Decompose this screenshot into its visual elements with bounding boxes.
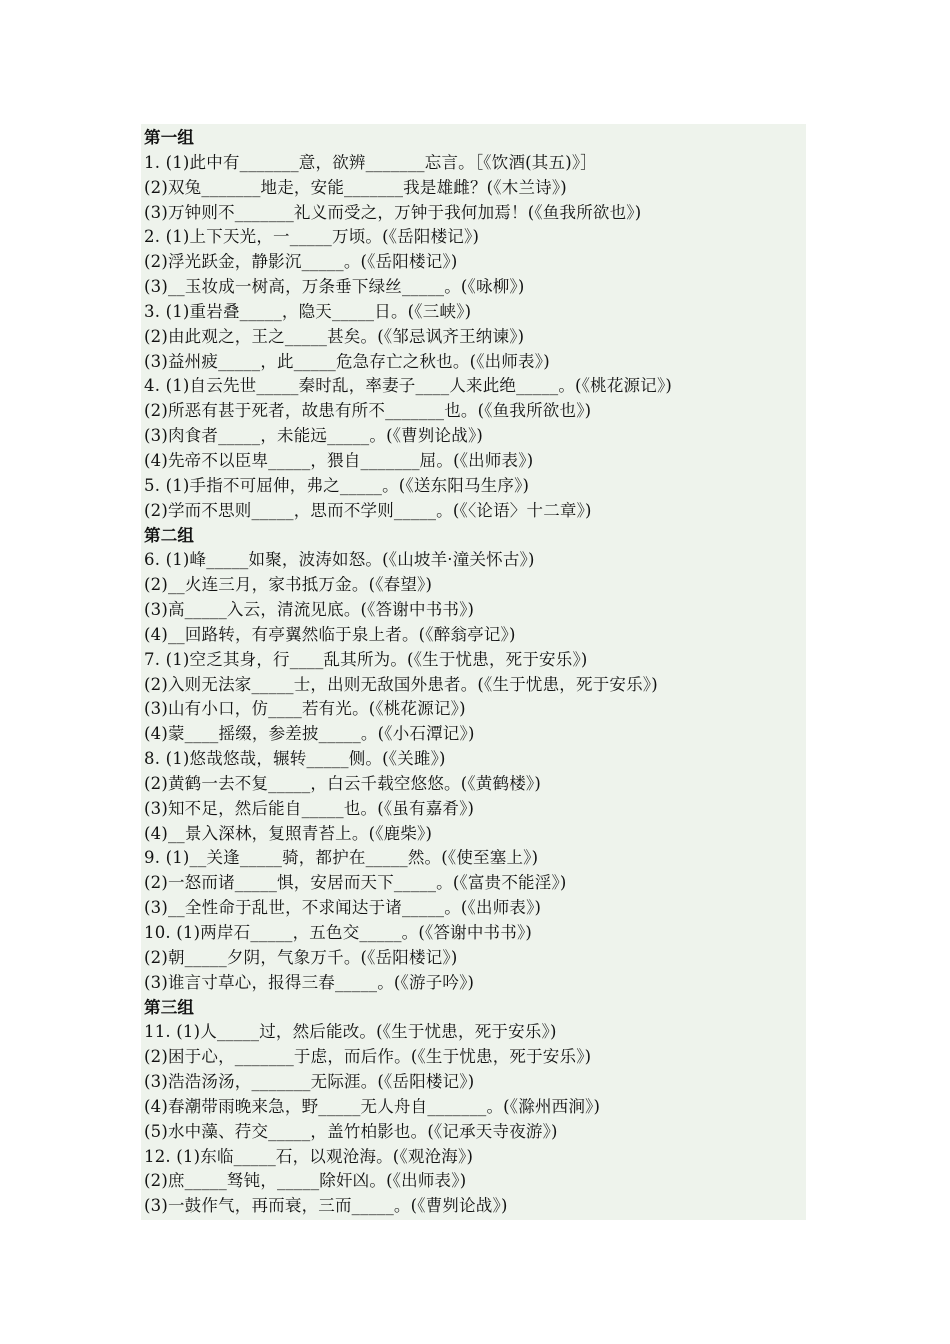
question-line: (4)春潮带雨晚来急，野_____无人舟自_______。(《滁州西涧》) — [144, 1096, 601, 1116]
question-line: (3)一鼓作气，再而衰，三而_____。(《曹刿论战》) — [144, 1196, 508, 1216]
question-line: (3)肉食者_____，未能远_____。(《曹刿论战》) — [144, 426, 484, 446]
question-line: (4)蒙____摇缀，参差披_____。(《小石潭记》) — [144, 724, 475, 744]
question-line: 12. (1)东临_____石，以观沧海。(《观沧海》) — [144, 1146, 474, 1166]
question-line: (4)先帝不以臣卑_____，猥自_______屈。(《出师表》) — [144, 450, 534, 470]
question-line: 2. (1)上下天光，一_____万顷。(《岳阳楼记》) — [144, 227, 480, 247]
question-line: 6. (1)峰_____如聚，波涛如怒。(《山坡羊·潼关怀古》) — [144, 550, 535, 570]
question-line: 9. (1)__关逢_____骑，都护在_____然。(《使至塞上》) — [144, 848, 539, 868]
question-line: 11. (1)人_____过，然后能改。(《生于忧患，死于安乐》) — [144, 1022, 557, 1042]
question-line: (3)益州疲_____，此_____危急存亡之秋也。(《出师表》) — [144, 351, 550, 371]
question-line: (3)知不足，然后能自_____也。(《虽有嘉肴》) — [144, 798, 475, 818]
group-title-1: 第一组 — [144, 128, 195, 147]
question-line: (4)__景入深林，复照青苔上。(《鹿柴》) — [144, 823, 433, 843]
question-line: (3)高_____入云，清流见底。(《答谢中书书》) — [144, 600, 475, 620]
question-line: (3)__玉妆成一树高，万条垂下绿丝_____。(《咏柳》) — [144, 277, 525, 297]
question-line: (3)谁言寸草心，报得三春_____。(《游子吟》) — [144, 972, 475, 992]
question-line: (2)庶_____驽钝，_____除奸凶。(《出师表》) — [144, 1171, 467, 1191]
question-line: (2)入则无法家_____士，出则无敌国外患者。(《生于忧患，死于安乐》) — [144, 674, 658, 694]
worksheet-content — [144, 126, 806, 1219]
question-line: (4)__回路转，有亭翼然临于泉上者。(《醉翁亭记》) — [144, 624, 516, 644]
question-line: 3. (1)重岩叠_____，隐天_____日。(《三峡》) — [144, 301, 472, 321]
question-line: 7. (1)空乏其身，行____乱其所为。(《生于忧患，死于安乐》) — [144, 649, 588, 669]
question-line: (3)万钟则不_______礼义而受之，万钟于我何加焉！(《鱼我所欲也》) — [144, 202, 642, 222]
question-line: 5. (1)手指不可屈伸，弗之_____。(《送东阳马生序》) — [144, 475, 530, 495]
question-line: 4. (1)自云先世_____秦时乱，率妻子____人来此绝_____。(《桃花源记》) — [144, 376, 673, 396]
question-line: (5)水中藻、荇交_____，盖竹柏影也。(《记承天寺夜游》) — [144, 1121, 558, 1141]
question-line: 1. (1)此中有_______意，欲辨_______忘言。［《饮酒(其五)》］ — [144, 152, 597, 172]
question-line: 10. (1)两岸石_____，五色交_____。(《答谢中书书》) — [144, 923, 533, 942]
question-line: (2)朝_____夕阴，气象万千。(《岳阳楼记》) — [144, 947, 458, 967]
question-line: 8. (1)悠哉悠哉，辗转_____侧。(《关雎》) — [144, 749, 446, 769]
question-line: (2)黄鹤一去不复_____，白云千载空悠悠。(《黄鹤楼》) — [144, 773, 541, 793]
question-line: (3)山有小口，仿____若有光。(《桃花源记》) — [144, 699, 466, 719]
question-line: (2)浮光跃金，静影沉_____。(《岳阳楼记》) — [144, 252, 458, 272]
group-title-2: 第二组 — [144, 525, 195, 545]
question-line: (2)由此观之，王之_____甚矣。(《邹忌讽齐王纳谏》) — [144, 326, 525, 346]
question-line: (3)__全性命于乱世，不求闻达于诸_____。(《出师表》) — [144, 898, 542, 918]
question-line: (2)学而不思则_____，思而不学则_____。(《〈论语〉十二章》) — [144, 500, 592, 520]
group-title-3: 第三组 — [144, 997, 195, 1017]
question-line: (2)困于心，_______于虑，而后作。(《生于忧患，死于安乐》) — [144, 1047, 592, 1067]
question-line: (2)__火连三月，家书抵万金。(《春望》) — [144, 575, 433, 595]
question-line: (2)所恶有甚于死者，故患有所不_______也。(《鱼我所欲也》) — [144, 401, 592, 421]
question-line: (2)一怒而诸_____惧，安居而天下_____。(《富贵不能淫》) — [144, 873, 567, 893]
question-line: (2)双兔_______地走，安能_______我是雄雌？(《木兰诗》) — [144, 177, 567, 197]
question-line: (3)浩浩汤汤，_______无际涯。(《岳阳楼记》) — [144, 1072, 475, 1092]
